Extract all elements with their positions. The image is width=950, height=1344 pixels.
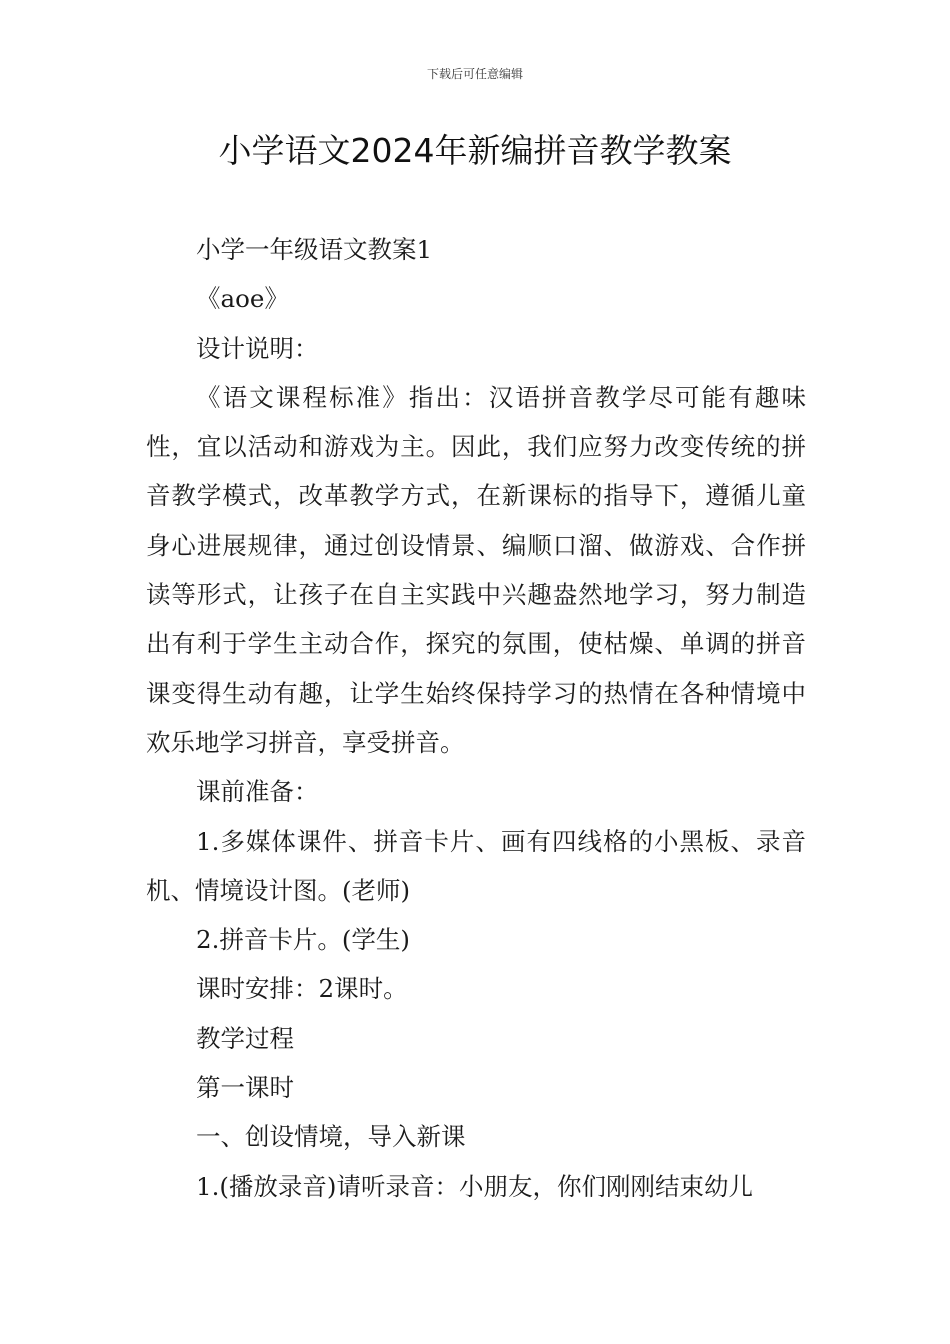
paragraph-prep-label: 课前准备：	[196, 777, 319, 807]
paragraph-step-1: 1.(播放录音)请听录音：小朋友，你们刚刚结束幼儿	[196, 1171, 753, 1201]
paragraph-lesson-name: 《aoe》	[196, 284, 289, 314]
document-title: 小学语文2024年新编拼音教学教案	[218, 131, 732, 170]
paragraph-first-lesson: 第一课时	[196, 1073, 294, 1103]
paragraph-schedule: 课时安排：2课时。	[196, 974, 408, 1004]
paragraph-design-label: 设计说明：	[196, 333, 319, 363]
paragraph-prep-item-2: 2.拼音卡片。(学生)	[196, 925, 410, 955]
paragraph-process-label: 教学过程	[196, 1023, 294, 1053]
paragraph-lesson-heading: 小学一年级语文教案1	[196, 235, 433, 264]
paragraph-section-1: 一、创设情境，导入新课	[196, 1122, 466, 1152]
paragraph-design-text: 《语文课程标准》指出：汉语拼音教学尽可能有趣味性，宜以活动和游戏为主。因此，我们应努力改变传统的拼音教学模式，改革教学方式，在新课标的指导下，遵循儿童身心进展规律，通过创设情景、编顺口溜、做游戏、合作拼读等形式，让孩子在自主实践中兴趣盎然地学习，努力制造出有利于学生主动合作，探究的氛围，使枯燥、单调的拼音课变得生动有趣，让学生始终保持学习的热情在各种情境中欢乐地学习拼音，享受拼音。	[146, 382, 806, 757]
header-note: 下载后可任意编辑	[426, 67, 523, 81]
paragraph-prep-item-1: 1.多媒体课件、拼音卡片、画有四线格的小黑板、录音机、情境设计图。(老师)	[146, 826, 806, 905]
document-body	[146, 225, 806, 1211]
